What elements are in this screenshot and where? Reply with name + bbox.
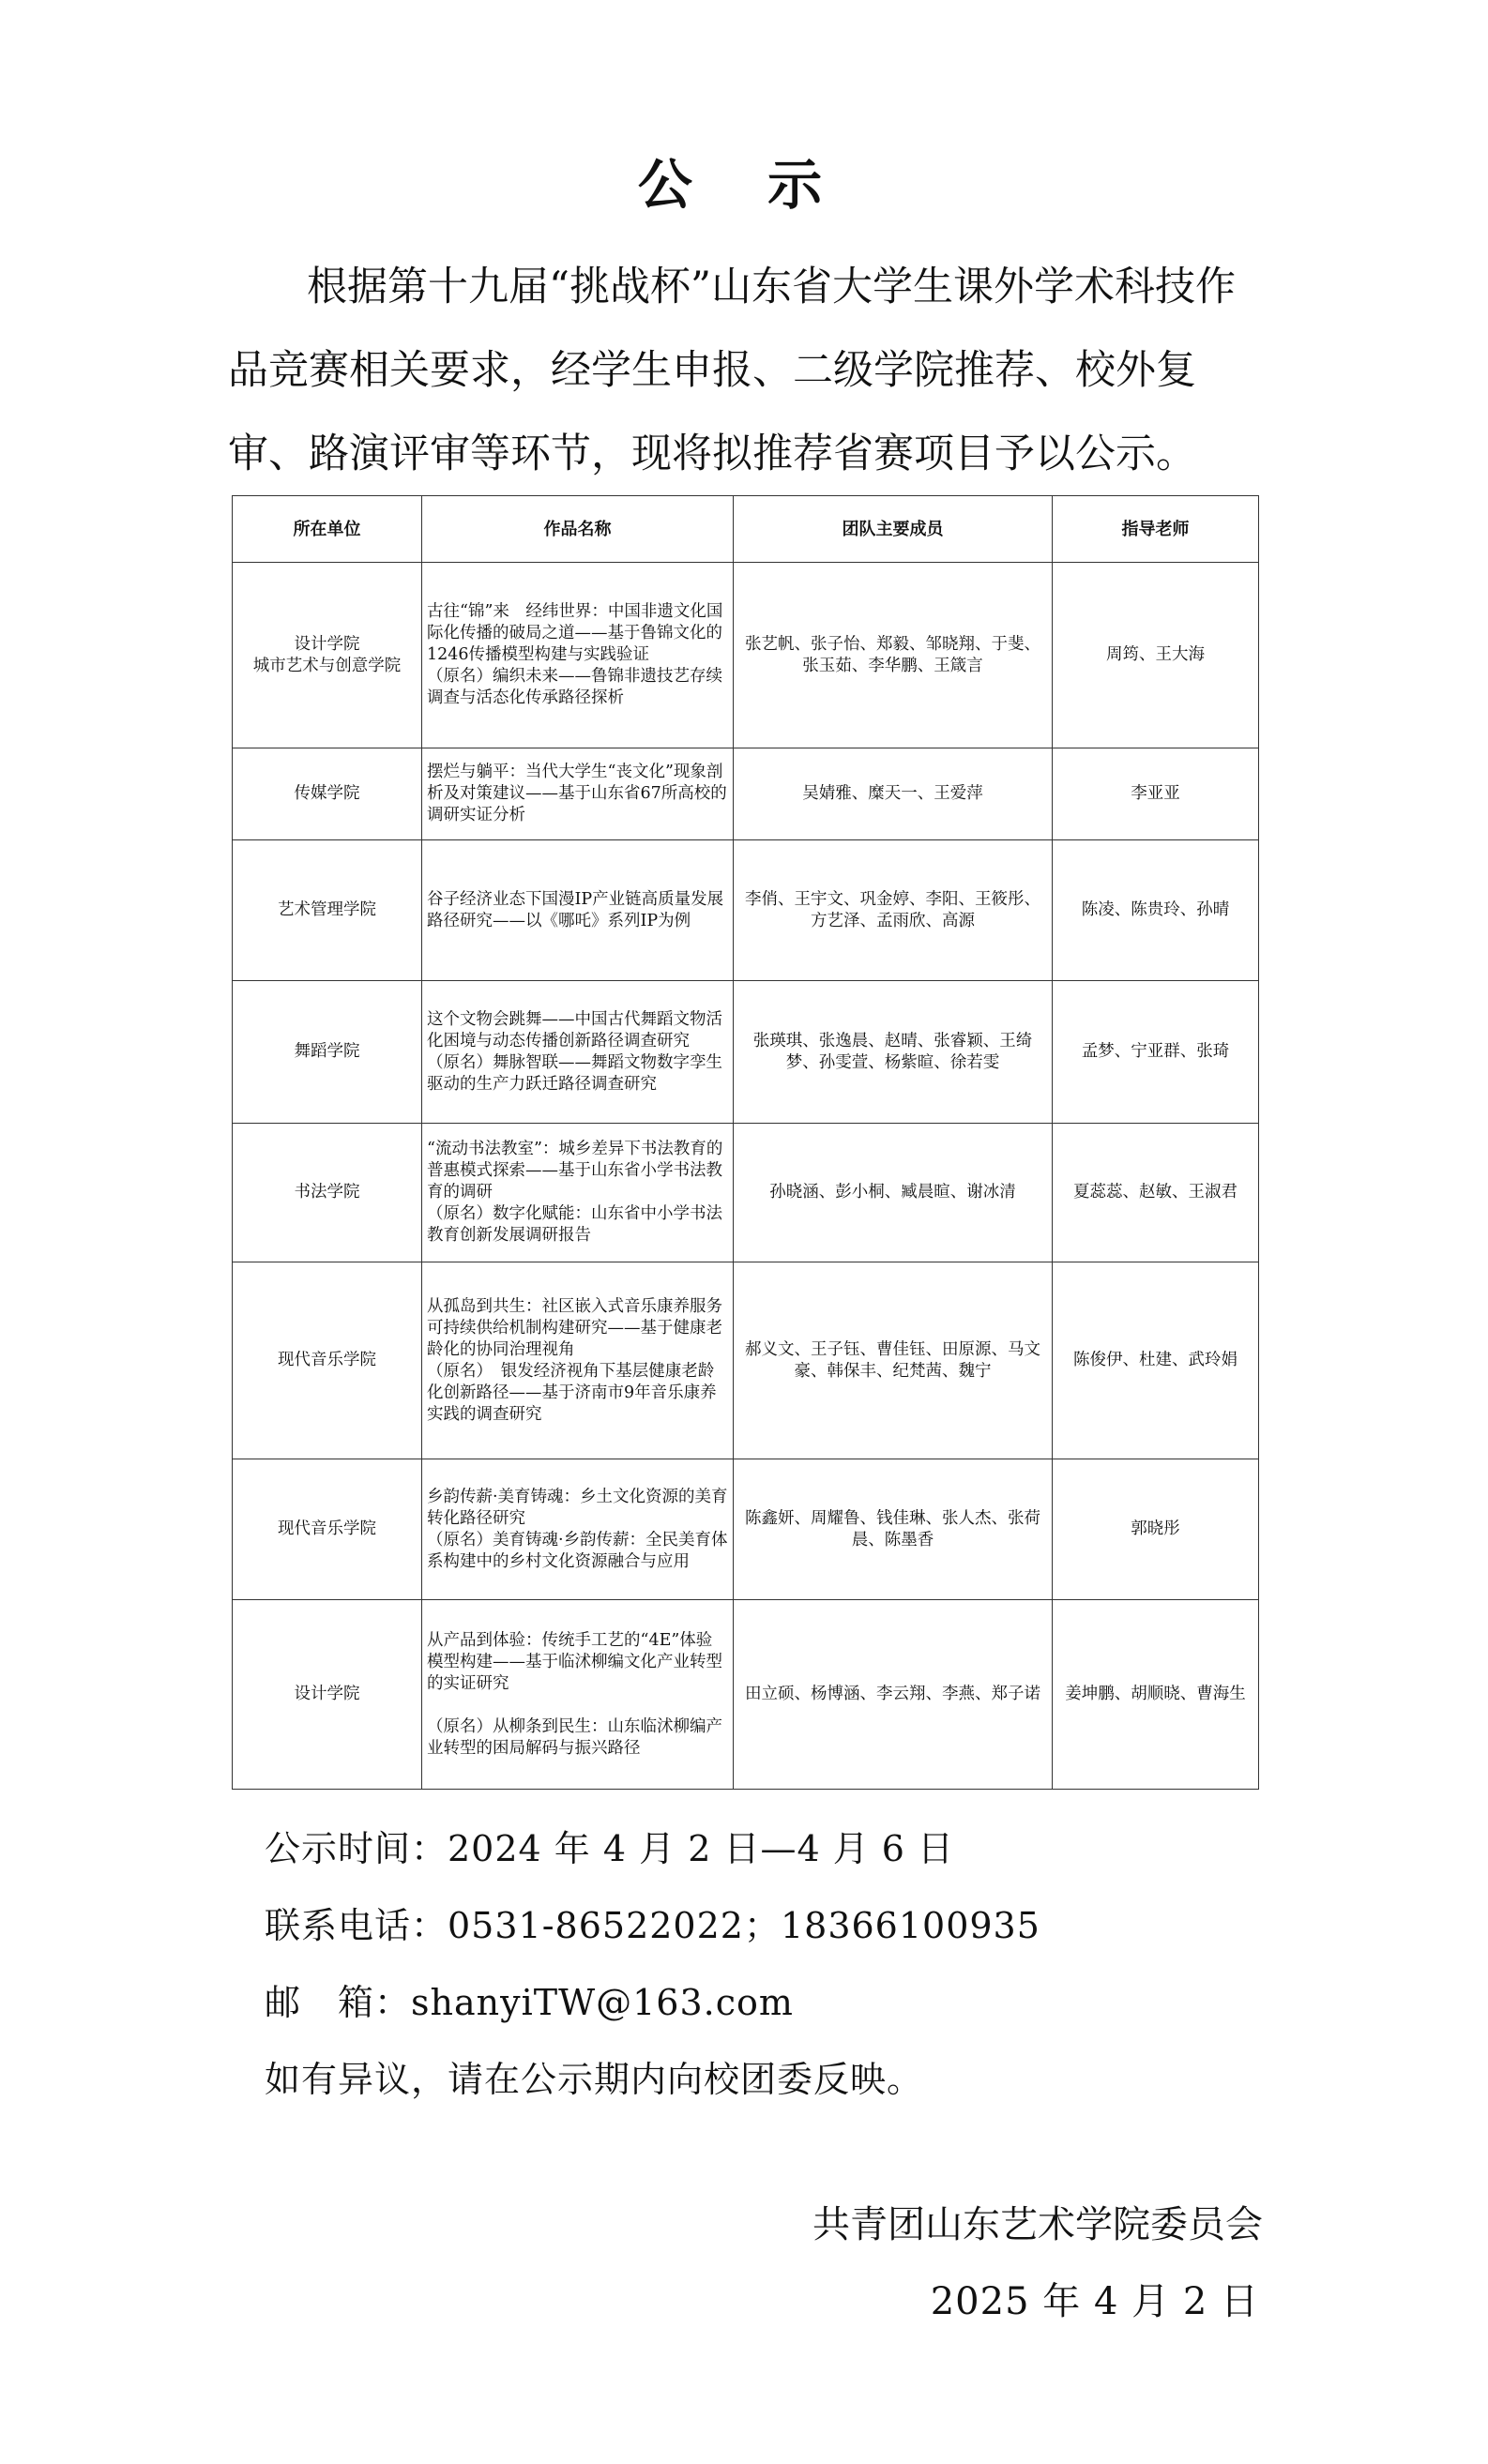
cell-members: 郝义文、王子钰、曹佳钰、田原源、马文豪、韩保丰、纪梵茜、魏宁 — [734, 1262, 1053, 1459]
cell-members: 吴婧雅、糜天一、王爱萍 — [734, 748, 1053, 840]
unit-name: 艺术管理学院 — [278, 900, 376, 919]
cell-unit — [233, 563, 422, 748]
cell-unit — [233, 1459, 422, 1600]
table-row — [233, 840, 1259, 981]
unit-name: 书法学院 — [294, 1183, 360, 1202]
table-row — [233, 1600, 1259, 1790]
cell-teachers: 陈俊伊、杜建、武玲娟 — [1053, 1262, 1259, 1459]
cell-teachers: 郭晓彤 — [1053, 1459, 1259, 1600]
contact-email: 邮 箱：shanyiTW@163.com — [265, 1982, 794, 2023]
col-header-teachers: 指导老师 — [1053, 496, 1259, 563]
cell-work-title: “流动书法教室”：城乡差异下书法教育的普惠模式探索——基于山东省小学书法教育的调研 （原名）数字化赋能：山东省中小学书法教育创新发展调研报告 — [422, 1124, 734, 1262]
table-row — [233, 981, 1259, 1124]
cell-teachers: 陈凌、陈贵玲、孙晴 — [1053, 840, 1259, 981]
col-header-work: 作品名称 — [422, 496, 734, 563]
cell-teachers: 姜坤鹏、胡顺晓、曹海生 — [1053, 1600, 1259, 1790]
table-row — [233, 748, 1259, 840]
cell-unit — [233, 981, 422, 1124]
cell-teachers: 李亚亚 — [1053, 748, 1259, 840]
cell-teachers: 夏蕊蕊、赵敏、王淑君 — [1053, 1124, 1259, 1262]
table-row — [233, 1262, 1259, 1459]
table-row — [233, 563, 1259, 748]
signature-organization: 共青团山东艺术学院委员会 — [812, 2203, 1263, 2246]
cell-unit — [233, 1124, 422, 1262]
unit-name: 传媒学院 — [294, 784, 360, 803]
table-header-row — [233, 496, 1259, 563]
cell-unit — [233, 840, 422, 981]
cell-work-title: 古往“锦”来 经纬世界：中国非遗文化国际化传播的破局之道——基于鲁锦文化的1246传播模型构建与实践验证 （原名）编织未来——鲁锦非遗技艺存续调查与活态化传承路径探析 — [422, 563, 734, 748]
unit-name: 现代音乐学院 — [278, 1519, 376, 1538]
unit-name: 城市艺术与创意学院 — [252, 656, 402, 675]
table-row — [233, 1124, 1259, 1262]
unit-name: 舞蹈学院 — [294, 1042, 360, 1061]
col-header-unit: 所在单位 — [233, 496, 422, 563]
notice-period: 公示时间：2024 年 4 月 2 日—4 月 6 日 — [265, 1828, 955, 1869]
cell-teachers: 周筠、王大海 — [1053, 563, 1259, 748]
unit-name: 设计学院 — [294, 1685, 360, 1703]
table-row — [233, 1459, 1259, 1600]
cell-members: 田立硕、杨博涵、李云翔、李燕、郑子诺 — [734, 1600, 1053, 1790]
cell-unit — [233, 748, 422, 840]
objection-note: 如有异议，请在公示期内向校团委反映。 — [265, 2059, 924, 2100]
cell-teachers: 孟梦、宁亚群、张琦 — [1053, 981, 1259, 1124]
signature-date: 2025 年 4 月 2 日 — [930, 2280, 1259, 2323]
cell-members: 孙晓涵、彭小桐、臧晨暄、谢冰清 — [734, 1124, 1053, 1262]
cell-work-title: 从产品到体验：传统手工艺的“4E”体验模型构建——基于临沭柳编文化产业转型的实证研究 （原名）从柳条到民生：山东临沭柳编产业转型的困局解码与振兴路径 — [422, 1600, 734, 1790]
cell-members: 陈鑫妍、周耀鲁、钱佳琳、张人杰、张荷晨、陈墨香 — [734, 1459, 1053, 1600]
col-header-members: 团队主要成员 — [734, 496, 1053, 563]
intro-paragraph: 根据第十九届“挑战杯”山东省大学生课外学术科技作品竞赛相关要求，经学生申报、二级学院推荐、校外复审、路演评审等环节，现将拟推荐省赛项目予以公示。 — [228, 264, 1236, 477]
cell-work-title: 摆烂与躺平：当代大学生“丧文化”现象剖析及对策建议——基于山东省67所高校的调研实证分析 — [422, 748, 734, 840]
unit-name: 现代音乐学院 — [278, 1351, 376, 1369]
cell-work-title: 谷子经济业态下国漫IP产业链高质量发展路径研究——以《哪吒》系列IP为例 — [422, 840, 734, 981]
cell-work-title: 这个文物会跳舞——中国古代舞蹈文物活化困境与动态传播创新路径调查研究 （原名）舞脉智联——舞蹈文物数字孪生驱动的生产力跃迁路径调查研究 — [422, 981, 734, 1124]
cell-members: 李俏、王宇文、巩金婷、李阳、王筱彤、方艺泽、孟雨欣、高源 — [734, 840, 1053, 981]
cell-unit — [233, 1600, 422, 1790]
unit-name: 设计学院 — [294, 634, 360, 654]
cell-members: 张艺帆、张子怡、郑毅、邹晓翔、于斐、张玉茹、李华鹏、王箴言 — [734, 563, 1053, 748]
cell-members: 张瑛琪、张逸晨、赵晴、张睿颖、王绮梦、孙雯萱、杨紫暄、徐若雯 — [734, 981, 1053, 1124]
cell-unit — [233, 1262, 422, 1459]
contact-phone: 联系电话：0531-86522022；18366100935 — [265, 1905, 1040, 1946]
cell-work-title: 乡韵传薪·美育铸魂：乡土文化资源的美育转化路径研究 （原名）美育铸魂·乡韵传薪：全民美育体系构建中的乡村文化资源融合与应用 — [422, 1459, 734, 1600]
project-table — [232, 495, 1259, 1790]
cell-work-title: 从孤岛到共生：社区嵌入式音乐康养服务可持续供给机制构建研究——基于健康老龄化的协同治理视角 （原名） 银发经济视角下基层健康老龄化创新路径——基于济南市9年音乐康养实践的调查研究 — [422, 1262, 734, 1459]
page-title: 公 示 — [637, 153, 851, 217]
